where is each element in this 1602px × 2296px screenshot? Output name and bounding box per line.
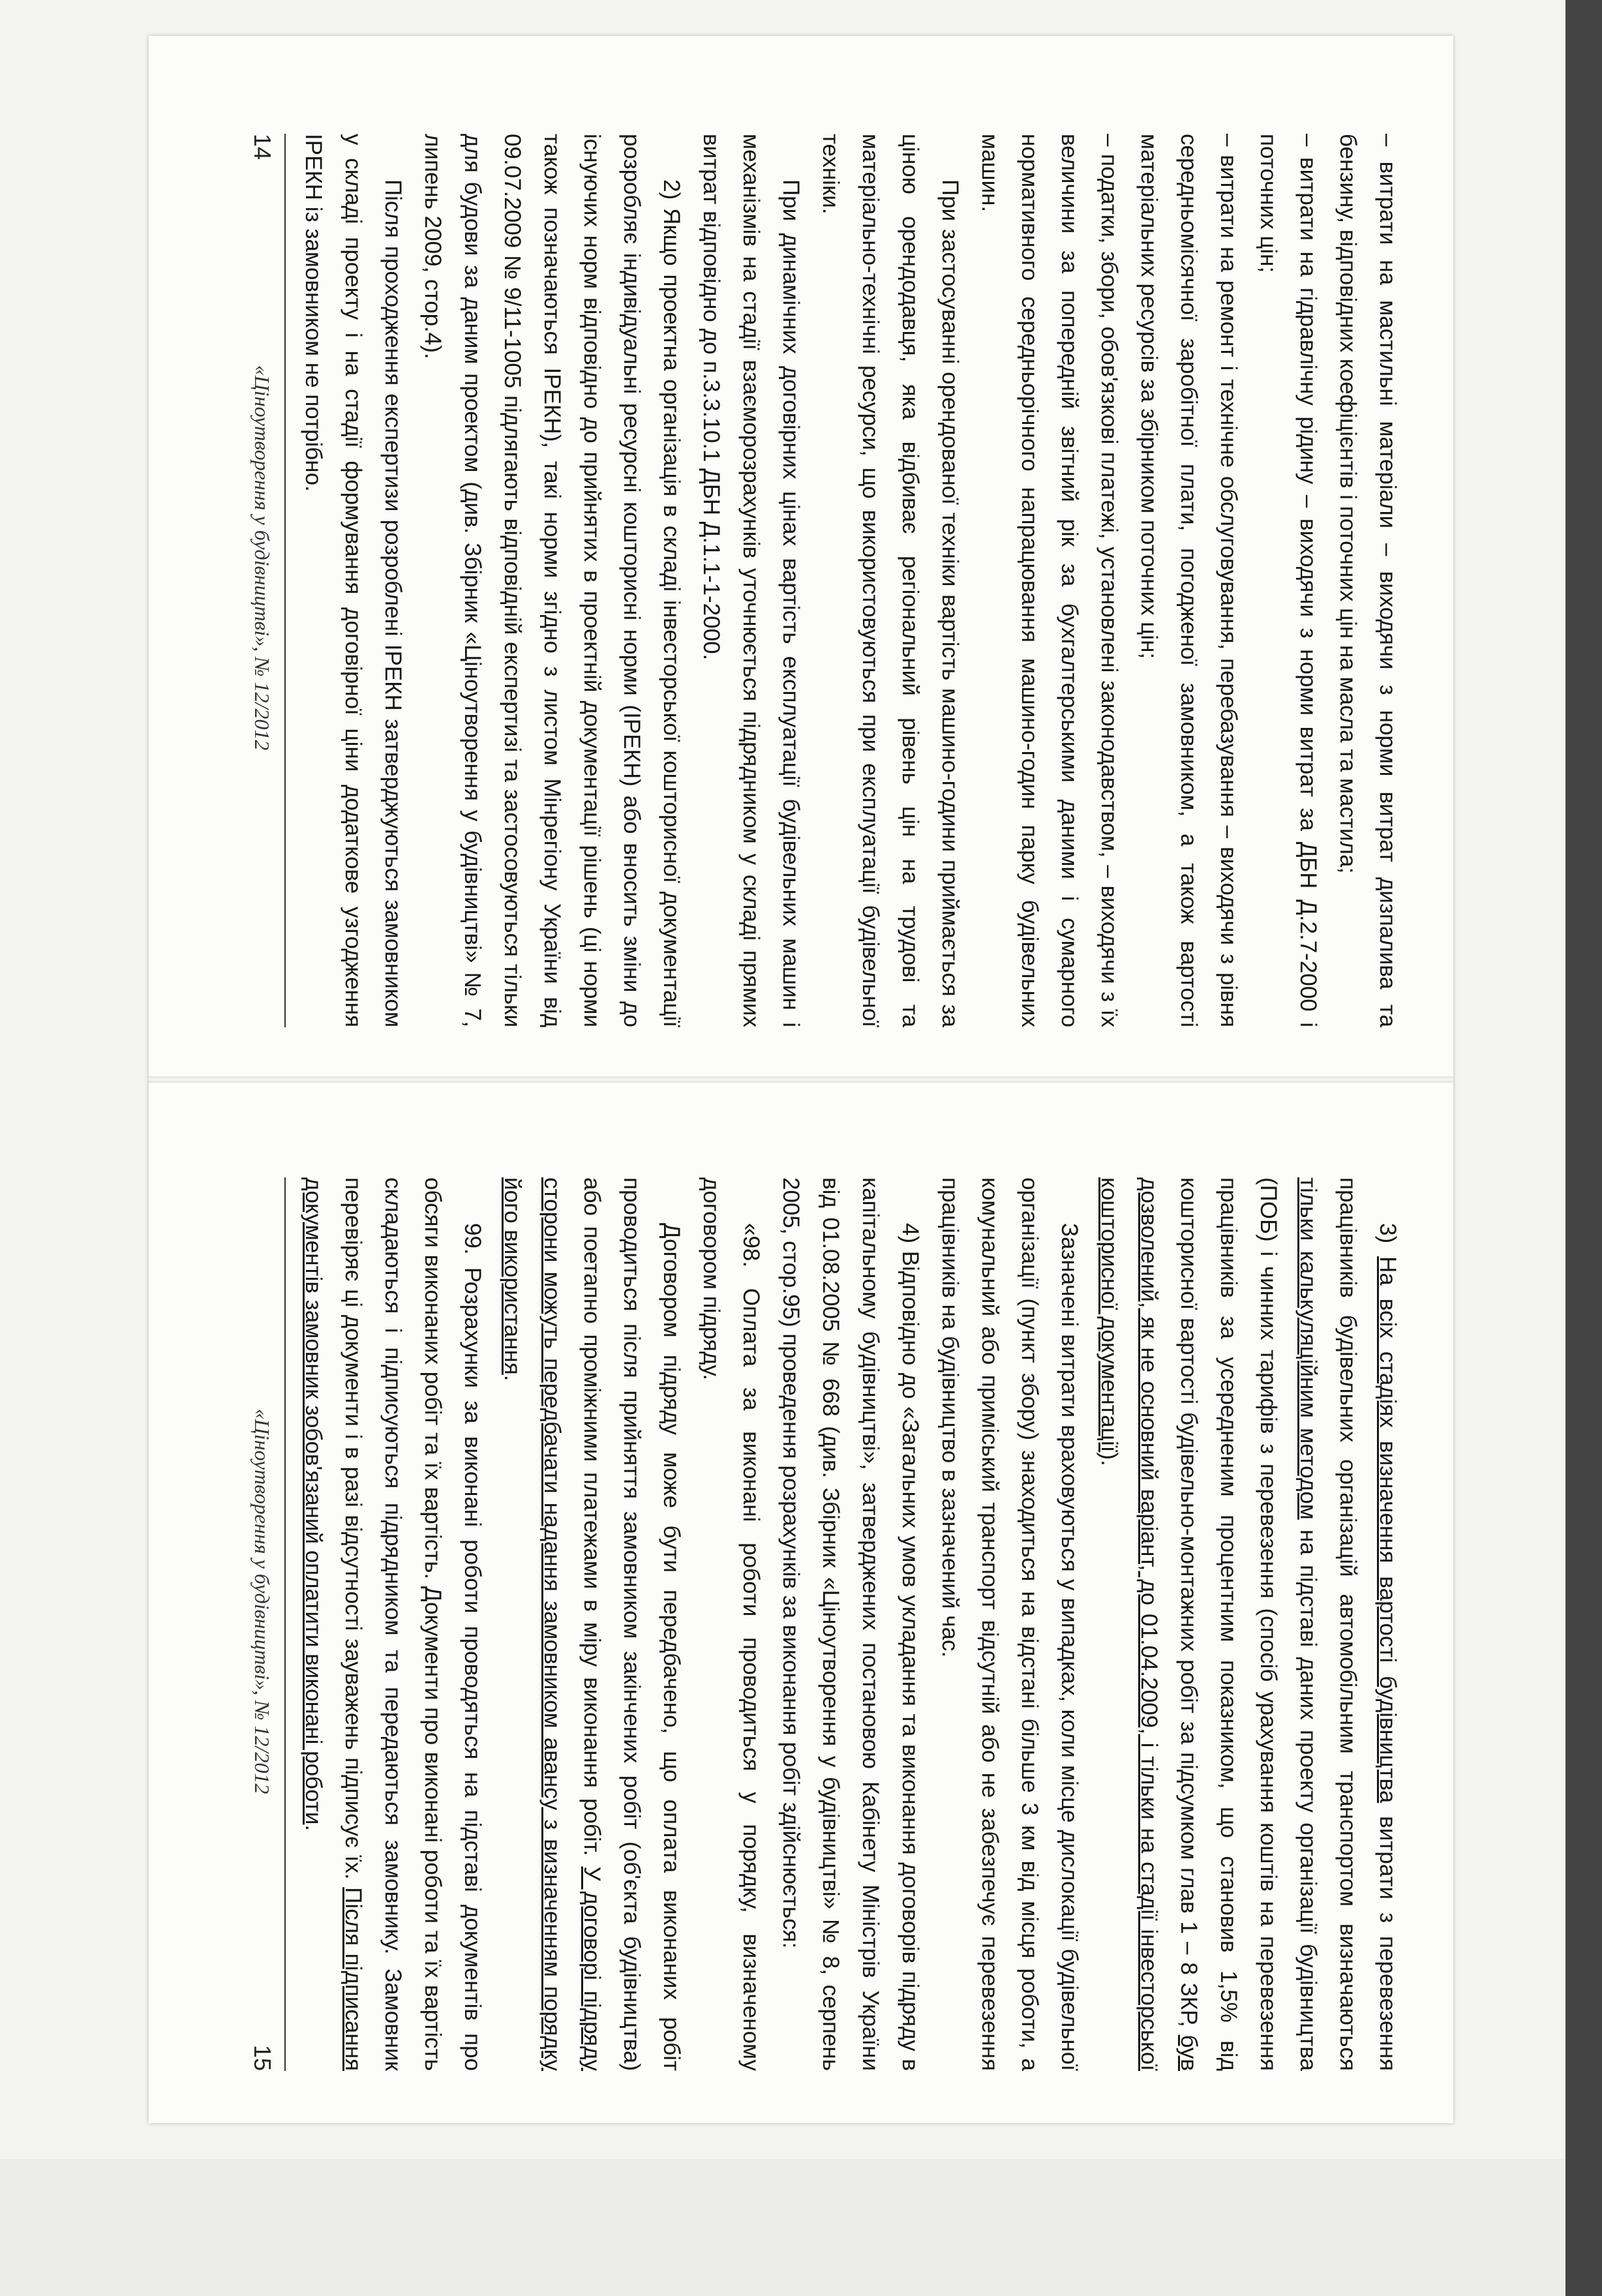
paragraph: При застосуванні орендованої техніки вартість машино-години приймається за ціною орендодавця, яка відбиває регіональний рівень цін на трудові та матеріально-технічні ресурси, що використовуються при експлуатації будівельної техніки. xyxy=(818,134,963,1027)
page-number: 14 xyxy=(249,134,276,160)
text-run: 99. Розрахунки за виконані роботи проводяться на підставі документів про обсяги виконаних робіт та їх вартість. Документи про виконані роботи та їх вартість складаються і підписуються підрядником та передаються замовнику. Замовник перевіряє ці документи і в разі відсутності зауважень підписує їх. xyxy=(340,1177,485,2071)
text-run: на підставі даних проекту організації будівництва (ПОБ) і чинних тарифів з перевезення (спосіб урахування коштів на перевезення працівників за усередненим процентним показником, що становив 1,5% від кошторисної вартості будівельно-монтажних робіт за підсумком глав 1 – 8 ЗКР, xyxy=(1176,1177,1321,2071)
text-run: 4) Відповідно до «Загальних умов укладання та виконання договорів підряду в капітальному будівництві», затверджених постановою Кабінету Міністрів України від 01.08.2005 № 668 (див. Збірник «Ціноутворення у будівництві» № 8, серпень 2005, стор.95) проведення розрахунків за виконання робіт здійснюється: xyxy=(778,1177,923,2071)
scanner-margin xyxy=(0,2159,1602,2296)
paragraph: 2) Якщо проектна організація в складі інвесторської кошторисної документації розробляє індивідуальні ресурсні кошторисні норми (ІРЕКН) або вносить зміни до існуючих норм відповідно до прийнятих в проектній документації рішень (ці норми також позначаються ІРЕКН), такі норми згідно з листом Мінрегіону України від 09.07.2009 № 9/11-1005 підлягають відповідній експертизі та застосовуються тільки для будови за даним проектом (див. Збірник «Ціноутворення у будівництві» № 7, липень 2009, стор.4). xyxy=(420,134,684,1027)
page-number: 15 xyxy=(249,2044,276,2071)
footer-rule xyxy=(284,1177,286,2071)
running-footer: «Ціноутворення у будівництві», № 12/2012 xyxy=(250,1408,274,1794)
paragraph xyxy=(492,1177,691,2071)
underlined-text: Після підписання документів замовник зобов'язаний оплатити виконані роботи xyxy=(301,1177,366,2071)
page-15 xyxy=(149,1080,1453,2123)
paragraph: – витрати на ремонт і технічне обслуговування, перебазування – виходячи з рівня середньомісячної заробітної плати, погодженої замовником, а також вартості матеріальних ресурсів за збірником поточних цін; xyxy=(1136,134,1241,1027)
underlined-text: був дозволений, як не основний варіант, до 01.04.2009, і тільки на стадії інвесторської кошторисної документації xyxy=(1096,1177,1202,2071)
text-run: «98. Оплата за виконані роботи проводиться у порядку, визначеному договором підряду. xyxy=(699,1177,764,2071)
running-footer: «Ціноутворення у будівництві», № 12/2012 xyxy=(250,365,274,751)
scanner-edge xyxy=(1565,0,1602,2296)
left-page-text xyxy=(294,134,1408,1027)
paragraph xyxy=(1089,1177,1408,2071)
paragraph xyxy=(691,1177,771,2071)
text-run: Договором підряду може бути передбачено, що оплата виконаних робіт проводиться після прийняття замовником закінчених робіт (об'єкта будівництва) або поетапно проміжними платежами в міру виконання робіт. xyxy=(579,1177,684,2071)
text-run: . xyxy=(301,1824,326,1832)
text-run: 3) xyxy=(1375,1223,1400,1257)
book-spread xyxy=(149,36,1453,2123)
underlined-text: У договорі підряду сторони можуть передбачати надання замовником авансу з визначенням порядку його використання xyxy=(500,1177,605,2071)
paragraph: – податки, збори, обов'язкові платежі, установлені законодавством, – виходячи з їх величини за попередній звітний рік за бухгалтерськими даними і сумарного нормативного середньорічного напрацювання машино-годин парку будівельних машин. xyxy=(977,134,1122,1027)
page-14 xyxy=(149,36,1453,1080)
paragraph: – витрати на гідравлічну рідину – виходячи з норми витрат за ДБН Д.2.7-2000 і поточних цін; xyxy=(1256,134,1321,1027)
paragraph xyxy=(930,1177,1089,2071)
text-run: Зазначені витрати враховуються у випадках, коли місце дислокації будівельної організації (пункт збору) знаходиться на відстані більше 3 км від місця роботи, а комунальний або приміський транспорт відсутній або не забезпечує перевезення працівників на будівництво в зазначений час. xyxy=(937,1177,1082,2071)
paragraph: – витрати на мастильні матеріали – виходячи з норми витрат дизпалива та бензину, відповідних коефіцієнтів і поточних цін на масла та мастила; xyxy=(1335,134,1400,1027)
right-page-text xyxy=(294,1177,1408,2071)
paragraph xyxy=(771,1177,930,2071)
paragraph: Після проходження експертизи розроблені ІРЕКН затверджуються замовником у складі проекту і на стадії формування договірної ціни додаткове узгодження ІРЕКН із замовником не потрібно. xyxy=(301,134,406,1027)
underlined-text: На всіх стадіях визначення вартості будівництва xyxy=(1375,1256,1400,1804)
text-run: ). xyxy=(1096,1452,1122,1466)
text-run: . xyxy=(500,1374,525,1382)
underlined-text: тільки калькуляційним методом xyxy=(1295,1177,1321,1520)
paragraph: При динамічних договірних цінах вартість експлуатації будівельних машин і механізмів на стадії взаєморозрахунків уточнюється підрядником у складі прямих витрат відповідно до п.3.3.10.1 ДБН Д.1.1-1-2000. xyxy=(699,134,804,1027)
footer-rule xyxy=(284,134,286,1027)
text-run: витрати з перевезення працівників будівельних організацій автомобільним транспортом визначаються xyxy=(1335,1177,1400,2071)
paragraph xyxy=(294,1177,492,2071)
